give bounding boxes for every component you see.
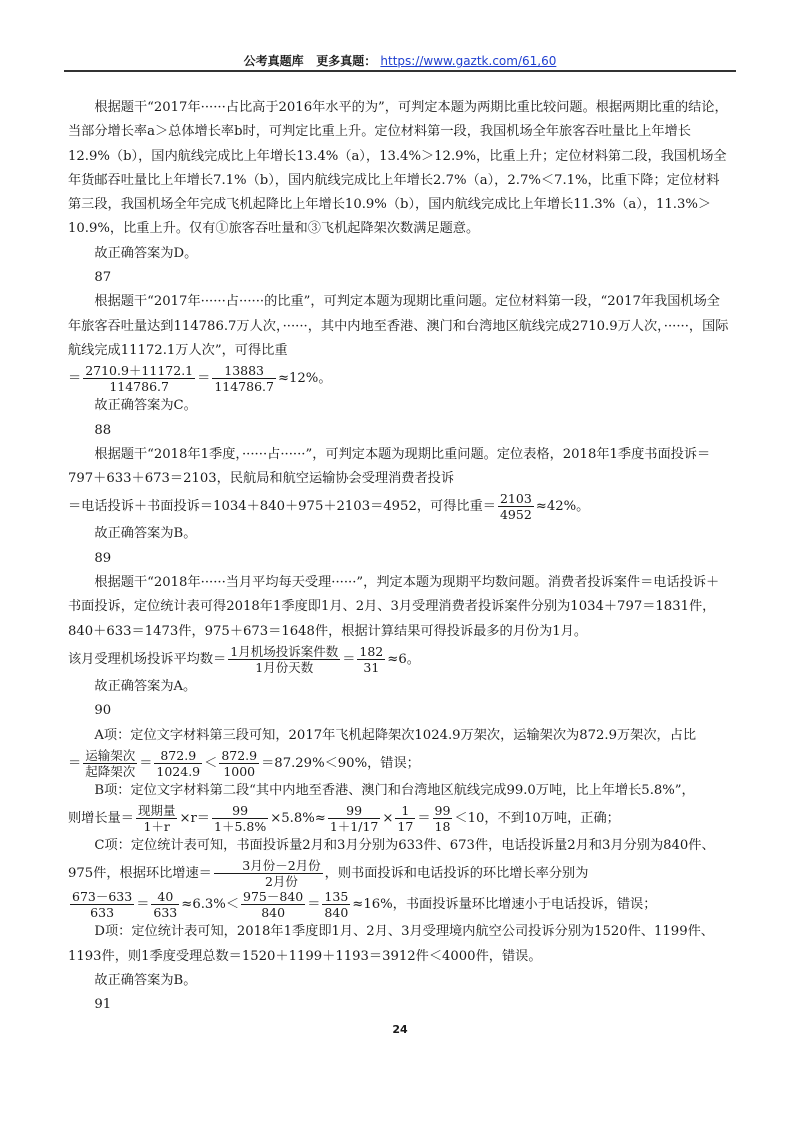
header-brand: 公考真题库 xyxy=(243,54,304,68)
page-header xyxy=(64,52,736,69)
header-label: 更多真题： xyxy=(316,54,377,68)
fraction: $\frac{40}{633}$ xyxy=(153,889,178,921)
fraction: $\frac{135}{840}$ xyxy=(324,889,349,921)
fraction: $\frac{2103}{4952}$ xyxy=(499,491,532,523)
fraction: $\frac{872.9}{1024.9}$ xyxy=(156,747,201,779)
fraction: $\frac{99}{18}$ xyxy=(434,803,451,835)
q91-number: 91 xyxy=(94,997,112,1013)
q90-option-a-equation: ＝ $\frac{\text{运输架次}}{\text{起降架次}}$ ＝ $\frac{872.9}{1024.9}$ ＜ $\frac{872.9}{1000}$ ＝87.29%＜90%，错误； xyxy=(68,747,420,779)
q90-number: 90 xyxy=(94,703,112,719)
fraction: $\frac{1}{17}$ xyxy=(397,803,414,835)
q88-answer: 故正确答案为B。 xyxy=(94,526,197,542)
q90-option-a: A项：定位文字材料第三段可知，2017年飞机起降架次1024.9万架次，运输架次为872.9万架次，占比 xyxy=(94,727,697,743)
q87-answer: 故正确答案为C。 xyxy=(94,398,197,414)
q90-option-b-equation: 则增长量＝ $\frac{\text{现期量}}{1+r}$ ×r＝ $\frac{99}{1+5.8\%}$ ×5.8%≈ $\frac{99}{1+1/17}$ × $\frac{1}{17}$ ＝ $\frac{99}{18}$ ＜10，不到10万吨，正确； xyxy=(68,803,620,835)
fraction: $\frac{\text{3月份－2月份}}{\text{2月份}}$ xyxy=(214,858,323,889)
q90-option-c: C项：定位统计表可知，书面投诉量2月和3月分别为633件、673件，电话投诉量2月和3月分别为840件、975件，根据环比增速＝ $\frac{\text{3月份－2月份}}{\text{2月份}}$ ，则书面投诉和电话投诉的环比增长率分别为 xyxy=(68,838,715,890)
q86-answer: 故正确答案为D。 xyxy=(94,245,198,261)
fraction: $\frac{975-840}{840}$ xyxy=(243,889,304,921)
q90-option-d: D项：定位统计表可知，2018年1季度即1月、2月、3月受理境内航空公司投诉分别为1520件、1199件、1193件，则1季度受理总数＝1520＋1199＋1193＝3912件＜4000件，错误。 xyxy=(68,924,714,964)
q90-answer: 故正确答案为B。 xyxy=(94,973,197,989)
fraction: $\frac{\text{现期量}}{1+r}$ xyxy=(137,803,176,835)
page-number: 24 xyxy=(392,1023,408,1036)
q87-explanation: 根据题干“2017年······占······的比重”，可判定本题为现期比重问题。定位材料第一段，“2017年我国机场全年旅客吞吐量达到114786.7万人次，······，其中内地至香港、澳门和台湾地区航线完成2710.9万人次，······，国际航线完成11172.1万人次”，可得比重 xyxy=(68,294,729,358)
fraction: $\frac{99}{1+5.8\%}$ xyxy=(214,803,267,835)
fraction: $\frac{13883}{114786.7}$ xyxy=(214,363,274,395)
header-rule xyxy=(64,70,736,72)
q88-number: 88 xyxy=(94,422,112,438)
fraction: $\frac{182}{31}$ xyxy=(359,643,384,675)
solution-content xyxy=(68,96,732,1018)
fraction: $\frac{872.9}{1000}$ xyxy=(221,747,258,779)
q90-option-c-equation: $\frac{673-633}{633}$ ＝ $\frac{40}{633}$ ≈6.3%＜ $\frac{975-840}{840}$ ＝ $\frac{135}{840}$ ≈16%，书面投诉量环比增速小于电话投诉，错误； xyxy=(72,889,657,921)
fraction: $\frac{\text{运输架次}}{\text{起降架次}}$ xyxy=(85,747,136,779)
q90-option-b: B项：定位文字材料第二段“其中内地至香港、澳门和台湾地区航线完成99.0万吨，比上年增长5.8%”， xyxy=(94,782,695,798)
fraction: $\frac{99}{1+1/17}$ xyxy=(329,803,379,835)
q86-explanation: 根据题干“2017年······占比高于2016年水平的为”，可判定本题为两期比重比较问题。根据两期比重的结论，当部分增长率a＞总体增长率b时，可判定比重上升。定位材料第一段，我国机场全年旅客吞吐量比上年增长12.9%（b），国内航线完成比上年增长13.4%（a），13.4%＞12.9%，比重上升；定位材料第二段，我国机场全年货邮吞吐量比上年增长7.1%（b），国内航线完成比上年增长2.7%（a），2.7%＜7.1%，比重下降；定位材料第三段，我国机场全年完成飞机起降比上年增长10.9%（b），国内航线完成比上年增长11.3%（a），11.3%＞10.9%，比重上升。仅有①旅客吞吐量和③飞机起降架次数满足题意。 xyxy=(68,100,728,237)
q89-answer: 故正确答案为A。 xyxy=(94,678,197,694)
header-url-link[interactable]: https://www.gaztk.com/61,60 xyxy=(380,54,557,68)
q88-equation: ＝电话投诉＋书面投诉＝1034＋840＋975＋2103＝4952，可得比重＝ $\frac{2103}{4952}$ ≈42%。 xyxy=(68,491,590,523)
fraction: $\frac{\text{1月机场投诉案件数}}{\text{1月份天数}}$ xyxy=(230,643,339,675)
fraction: $\frac{2710.9+11172.1}{114786.7}$ xyxy=(85,363,194,395)
q87-equation: ＝ $\frac{2710.9+11172.1}{114786.7}$ ＝ $\frac{13883}{114786.7}$ ≈12%。 xyxy=(68,363,332,395)
q87-number: 87 xyxy=(94,270,112,286)
q89-equation: 该月受理机场投诉平均数＝ $\frac{\text{1月机场投诉案件数}}{\text{1月份天数}}$ ＝ $\frac{182}{31}$ ≈6。 xyxy=(68,643,420,675)
q88-explanation: 根据题干“2018年1季度，······占······”，可判定本题为现期比重问题。定位表格，2018年1季度书面投诉＝797＋633＋673＝2103，民航局和航空运输协会受理消费者投诉 xyxy=(68,446,711,487)
fraction: $\frac{673-633}{633}$ xyxy=(72,889,133,921)
q89-number: 89 xyxy=(94,550,112,566)
q89-explanation: 根据题干“2018年······当月平均每天受理······”，判定本题为现期平均数问题。消费者投诉案件＝电话投诉＋书面投诉，定位统计表可得2018年1季度即1月、2月、3月受理消费者投诉案件分别为1034＋797＝1831件，840＋633＝1473件，975＋673＝1648件，根据计算结果可得投诉最多的月份为1月。 xyxy=(68,575,720,639)
